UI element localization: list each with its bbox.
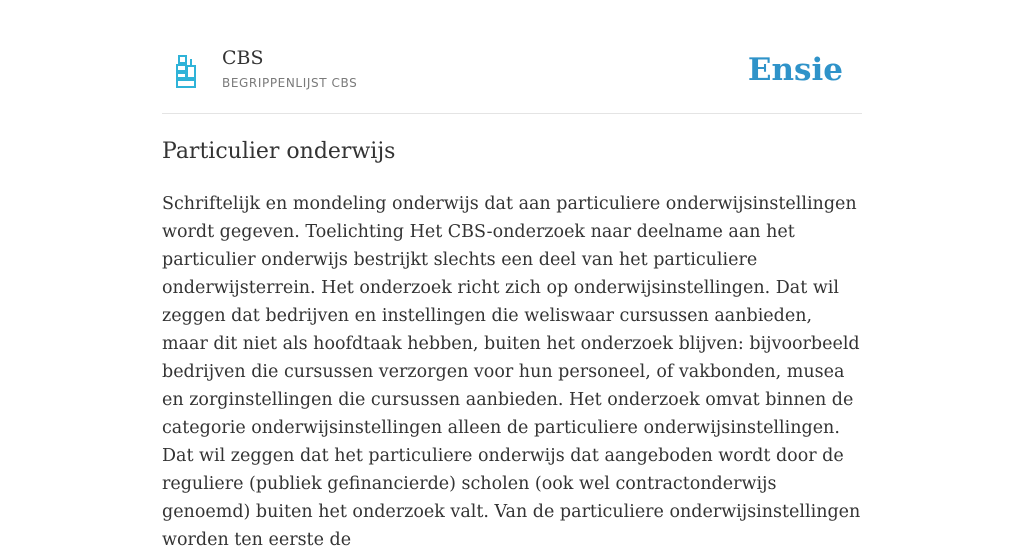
cbs-logo-icon[interactable] bbox=[174, 55, 198, 89]
definition-text: Schriftelijk en mondeling onderwijs dat aan particuliere onderwijsinstellingen wordt gegeven. Toelichting Het CBS-onderzoek naar deelname aan het particulier onderwijs bestrijkt slechts een deel van het particuliere onderwijsterrein. Het onderzoek richt zich op onderwijsinstellingen. Dat wil zeggen dat bedrijven en instellingen die weliswaar cursussen aanbieden, maar dit niet als hoofdtaak hebben, buiten het onderzoek blijven: bijvoorbeeld bedrijven die cursussen verzorgen voor hun personeel, of vakbonden, musea en zorginstellingen die cursussen aanbieden. Het onderzoek omvat binnen de categorie onderwijsinstellingen alleen de particuliere onderwijsinstellingen. Dat wil zeggen dat het particuliere onderwijs dat aangeboden wordt door de reguliere (publiek gefinancierde) scholen (ook wel contractonderwijs genoemd) buiten het onderzoek valt. Van de particuliere onderwijsinstellingen worden ten eerste de bbox=[162, 194, 861, 550]
header bbox=[162, 40, 862, 114]
ensie-logo-link[interactable]: Ensie bbox=[747, 52, 843, 88]
brand-title[interactable]: CBS bbox=[222, 47, 264, 69]
brand-subtitle[interactable]: BEGRIPPENLIJST CBS bbox=[222, 76, 358, 90]
page-title: Particulier onderwijs bbox=[162, 139, 396, 164]
